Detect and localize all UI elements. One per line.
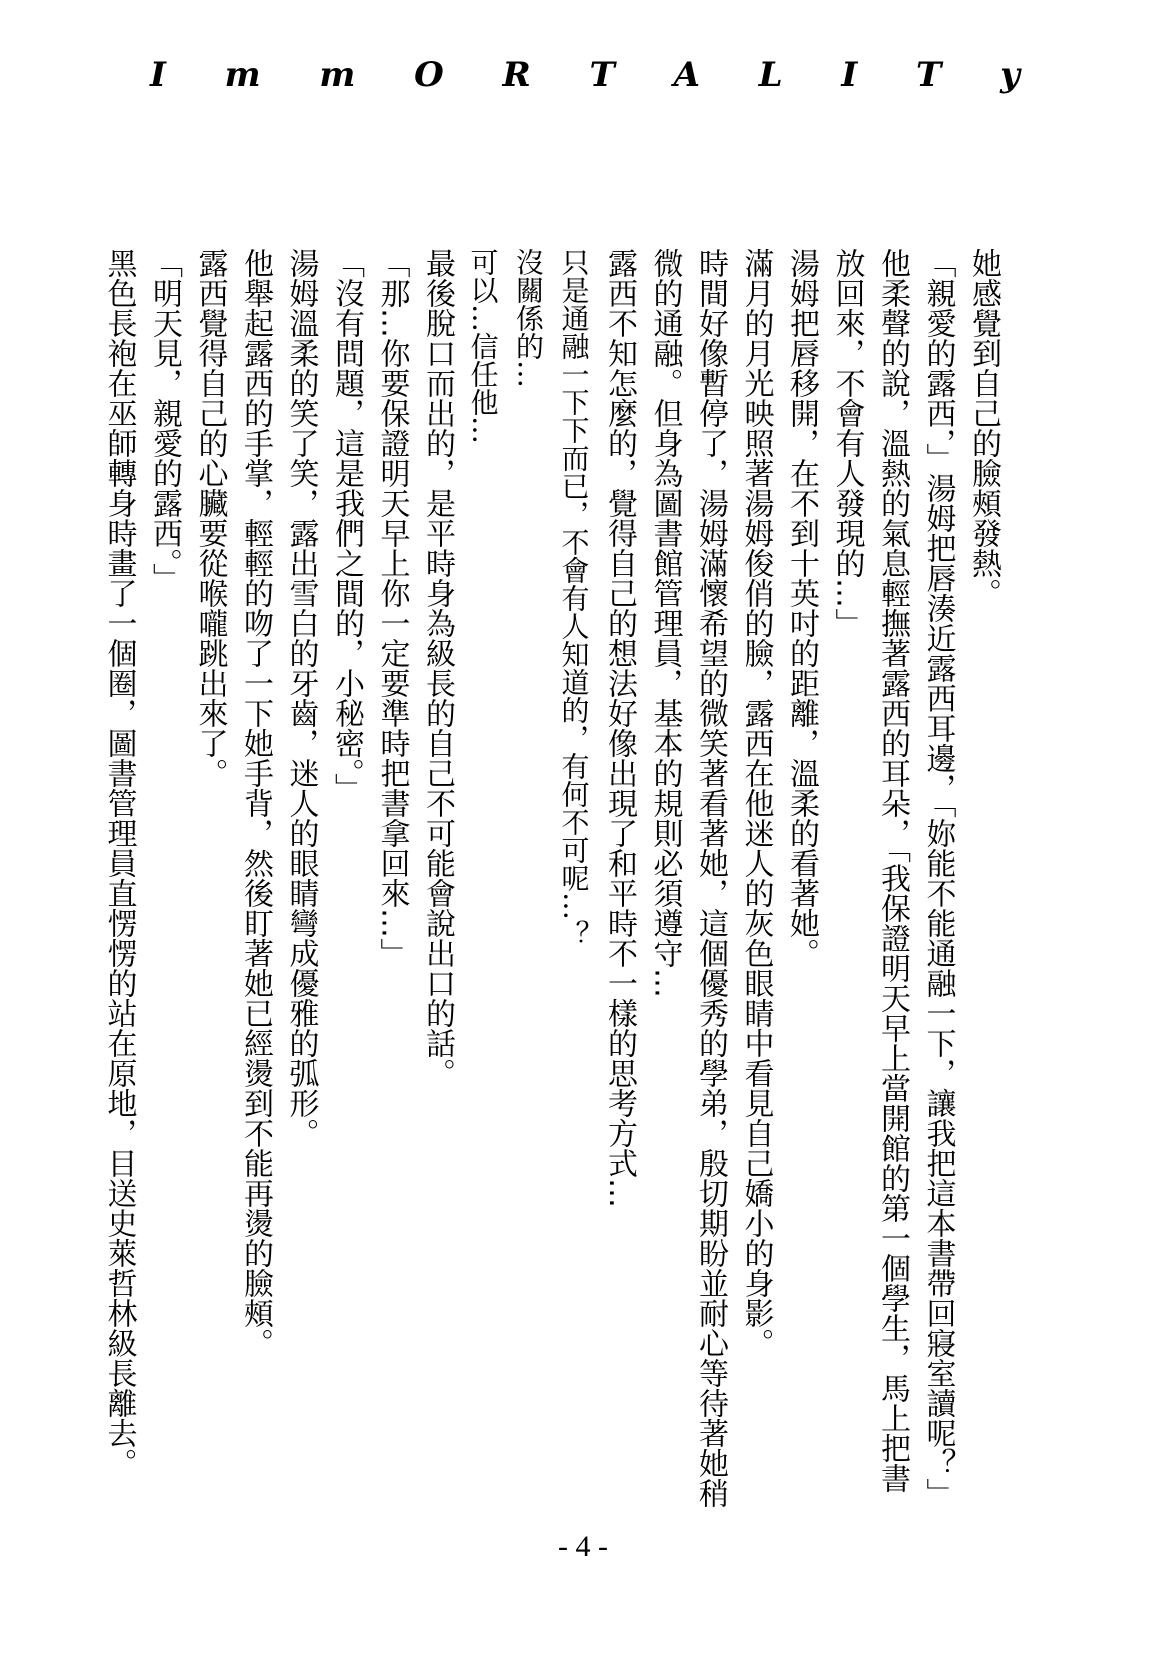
text-line: 放回來，不會有人發現的…」 bbox=[829, 248, 865, 638]
text-line: 最後脫口而出的，是平時身為級長的自己不可能會說出口的話。 bbox=[420, 248, 455, 1088]
header-letter: A bbox=[673, 55, 700, 95]
text-line: 微的通融。但身為圖書館管理員，基本的規則必須遵守… bbox=[647, 248, 683, 998]
header-letter: O bbox=[414, 55, 444, 95]
header-letter: m bbox=[224, 55, 261, 95]
text-line: 他舉起露西的手掌，輕輕的吻了一下她手背，然後盯著她已經燙到不能再燙的臉頰。 bbox=[238, 248, 273, 1358]
header-letter: I bbox=[841, 55, 858, 95]
text-line: 「沒有問題，這是我們之間的，小秘密。」 bbox=[329, 248, 364, 803]
text-line-thought: 只是通融一下下而已，不會有人知道的，有何不可呢…？ bbox=[557, 248, 591, 948]
text-line: 「明天見，親愛的露西。」 bbox=[147, 248, 182, 593]
header-letter: L bbox=[758, 55, 783, 95]
text-line: 露西不知怎麼的，覺得自己的想法好像出現了和平時不一樣的思考方式… bbox=[602, 248, 637, 1208]
text-line: 露西覺得自己的心臟要從喉嚨跳出來了。 bbox=[192, 248, 228, 788]
header-letter: T bbox=[916, 55, 942, 95]
text-line: 她感覺到自己的臉頰發熱。 bbox=[966, 248, 1001, 608]
text-line: 湯姆把唇移開，在不到十英吋的距離，溫柔的看著她。 bbox=[784, 248, 819, 968]
header-letter: y bbox=[1000, 55, 1020, 95]
header-letter: T bbox=[589, 55, 615, 95]
page-number: - 4 - bbox=[558, 1530, 608, 1563]
text-line: 湯姆溫柔的笑了笑，露出雪白的牙齒，迷人的眼睛彎成優雅的弧形。 bbox=[283, 248, 319, 1148]
vertical-text-body bbox=[96, 248, 1006, 1508]
running-header bbox=[150, 50, 1020, 100]
text-line-thought: 可以…信任他… bbox=[466, 248, 500, 444]
text-line-thought: 沒關係的… bbox=[512, 248, 545, 388]
header-letter: m bbox=[319, 55, 356, 95]
header-letter: R bbox=[502, 55, 531, 95]
text-line: 黑色長袍在巫師轉身時畫了一個圈，圖書管理員直愣愣的站在原地，目送史萊哲林級長離去。 bbox=[101, 248, 137, 1478]
text-line: 「那…你要保證明天早上你一定要準時把書拿回來…」 bbox=[374, 248, 410, 968]
text-line: 滿月的月光映照著湯姆俊俏的臉，露西在他迷人的灰色眼睛中看見自己嬌小的身影。 bbox=[738, 248, 774, 1358]
text-line: 他柔聲的說，溫熱的氣息輕撫著露西的耳朵，「我保證明天早上當開館的第一個學生，馬上把書 bbox=[875, 248, 910, 1493]
text-line: 時間好像暫停了，湯姆滿懷希望的微笑著看著她，這個優秀的學弟，殷切期盼並耐心等待著她稍 bbox=[693, 248, 728, 1508]
text-line: 「親愛的露西，」湯姆把唇湊近露西耳邊，「妳能不能通融一下，讓我把這本書帶回寢室讀呢？」 bbox=[920, 248, 956, 1508]
header-letter: I bbox=[150, 55, 166, 95]
